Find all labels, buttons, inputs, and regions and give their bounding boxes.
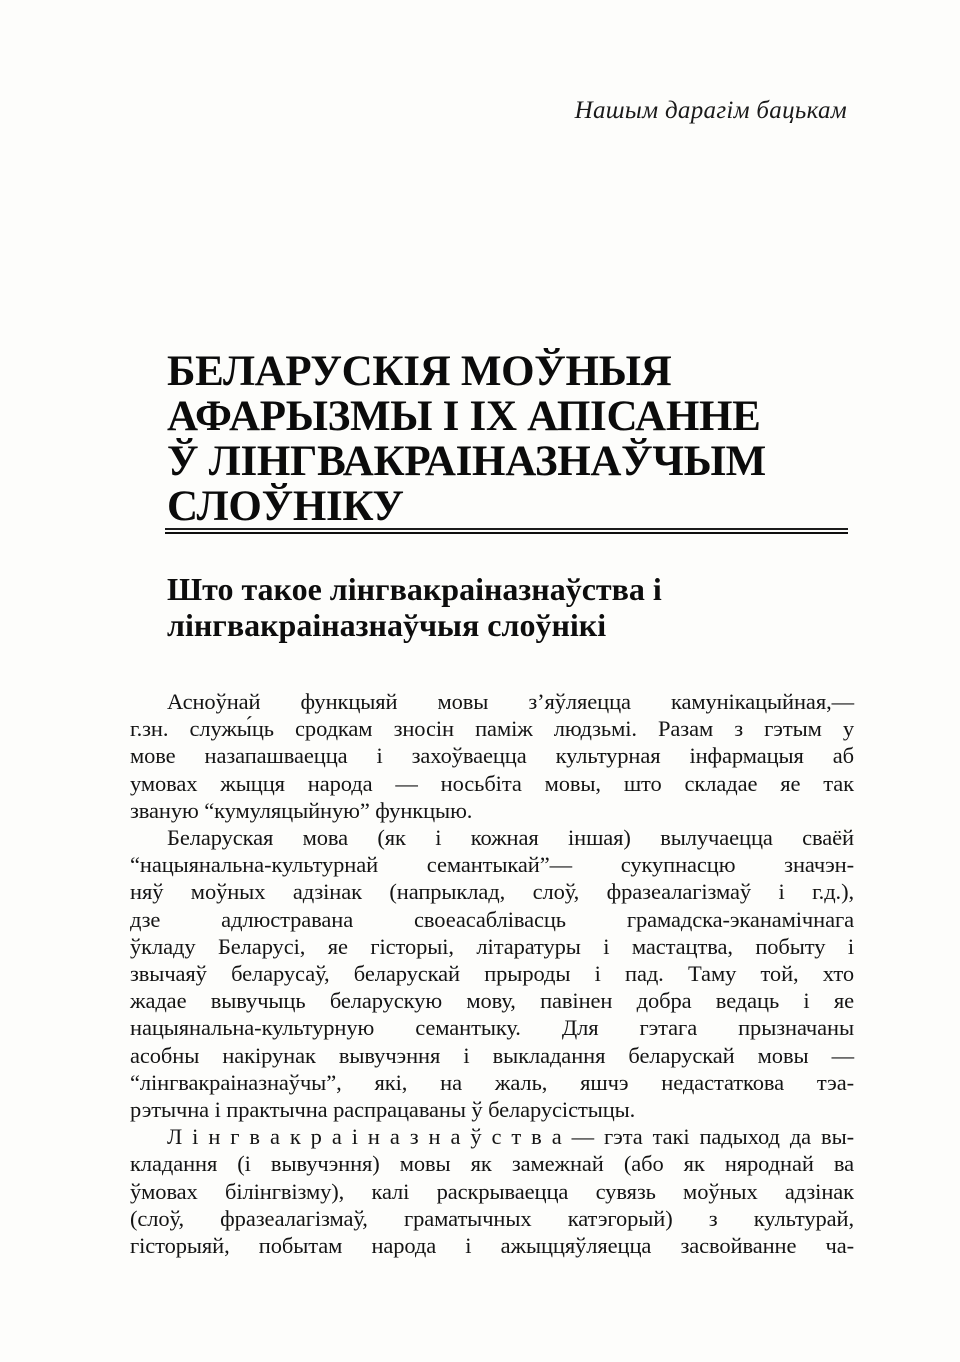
text-line: умовах жыцця народа — носьбіта мовы, што складае яе так: [130, 770, 854, 796]
text-line: “лінгвакраіназнаўчы”, які, на жаль, яшчэ недастаткова тэа-: [130, 1069, 854, 1095]
text-line: кладання (і вывучэння) мовы як замежнай (або як няроднай ва: [130, 1151, 854, 1177]
title-line: АФАРЫЗМЫ І ІХ АПІСАННЕ: [167, 393, 761, 440]
text-line: “нацыянальна-культурнай семантыкай”— сукупнасцю значэн-: [130, 852, 854, 878]
text-line: мове назапашваецца і захоўваецца культурная інфармацыя аб: [130, 743, 854, 769]
title-underline-rule: [165, 528, 848, 534]
heading-line: лінгвакраіназнаўчыя слоўнікі: [167, 607, 607, 643]
text-line: г.зн. служы́ць сродкам зносін паміж людзьмі. Разам з гэтым у: [130, 716, 854, 742]
text-line: рэтычна і практычна распрацаваны ў беларусістыцы.: [130, 1097, 636, 1123]
body-text: [130, 688, 854, 1259]
text-line: ўмовах білінгвізму), калі раскрываецца сувязь моўных адзінак: [130, 1178, 854, 1204]
paragraph: [130, 688, 854, 824]
text-line: нацыянальна-культурную семантыку. Для гэтага прызначаны: [130, 1015, 854, 1041]
text-line: гісторыяй, побытам народа і ажыццяўляецца засвойванне ча-: [130, 1233, 854, 1259]
heading-line: Што такое лінгвакраіназнаўства і: [167, 571, 662, 607]
text-line: Асноўнай функцыяй мовы з’яўляецца камунікацыйная,—: [167, 689, 854, 714]
text-line: Л і н г в а к р а і н а з н а ў с т в а — гэта такі падыход да вы-: [167, 1124, 854, 1150]
text-line: жадае вывучыць беларускую мову, павінен добра ведаць і яе: [130, 988, 854, 1014]
text-line: дзе адлюстравана своеасаблівасць грамадска-эканамічнага: [130, 906, 854, 932]
paragraph: [130, 824, 854, 1123]
text-line: звычаяў беларусаў, беларускай прыроды і пад. Таму той, хто: [130, 961, 854, 987]
text-line: асобны накірунак вывучэння і выкладання беларускай мовы —: [130, 1042, 854, 1068]
chapter-title: [167, 349, 857, 529]
text-line: званую “кумуляцыйную” функцыю.: [130, 797, 473, 823]
text-line: Беларуская мова (як і кожная іншая) вылучаецца сваёй: [167, 825, 854, 851]
title-line: Ў ЛІНГВАКРАІНАЗНАЎЧЫМ: [167, 438, 766, 485]
paragraph: [130, 1123, 854, 1259]
title-line: БЕЛАРУСКІЯ МОЎНЫЯ: [167, 348, 672, 395]
text-line: няў моўных адзінак (напрыклад, слоў, фразеалагізмаў і г.д.),: [130, 879, 854, 905]
section-heading: [167, 571, 857, 643]
dedication-text: Нашым дарагім бацькам: [574, 97, 847, 124]
title-line: СЛОЎНІКУ: [167, 483, 404, 530]
text-line: (слоў, фразеалагізмаў, граматычных катэгорый) з культурай,: [130, 1205, 854, 1231]
text-line: ўкладу Беларусі, яе гісторыі, літаратуры і мастацтва, побыту і: [130, 933, 854, 959]
